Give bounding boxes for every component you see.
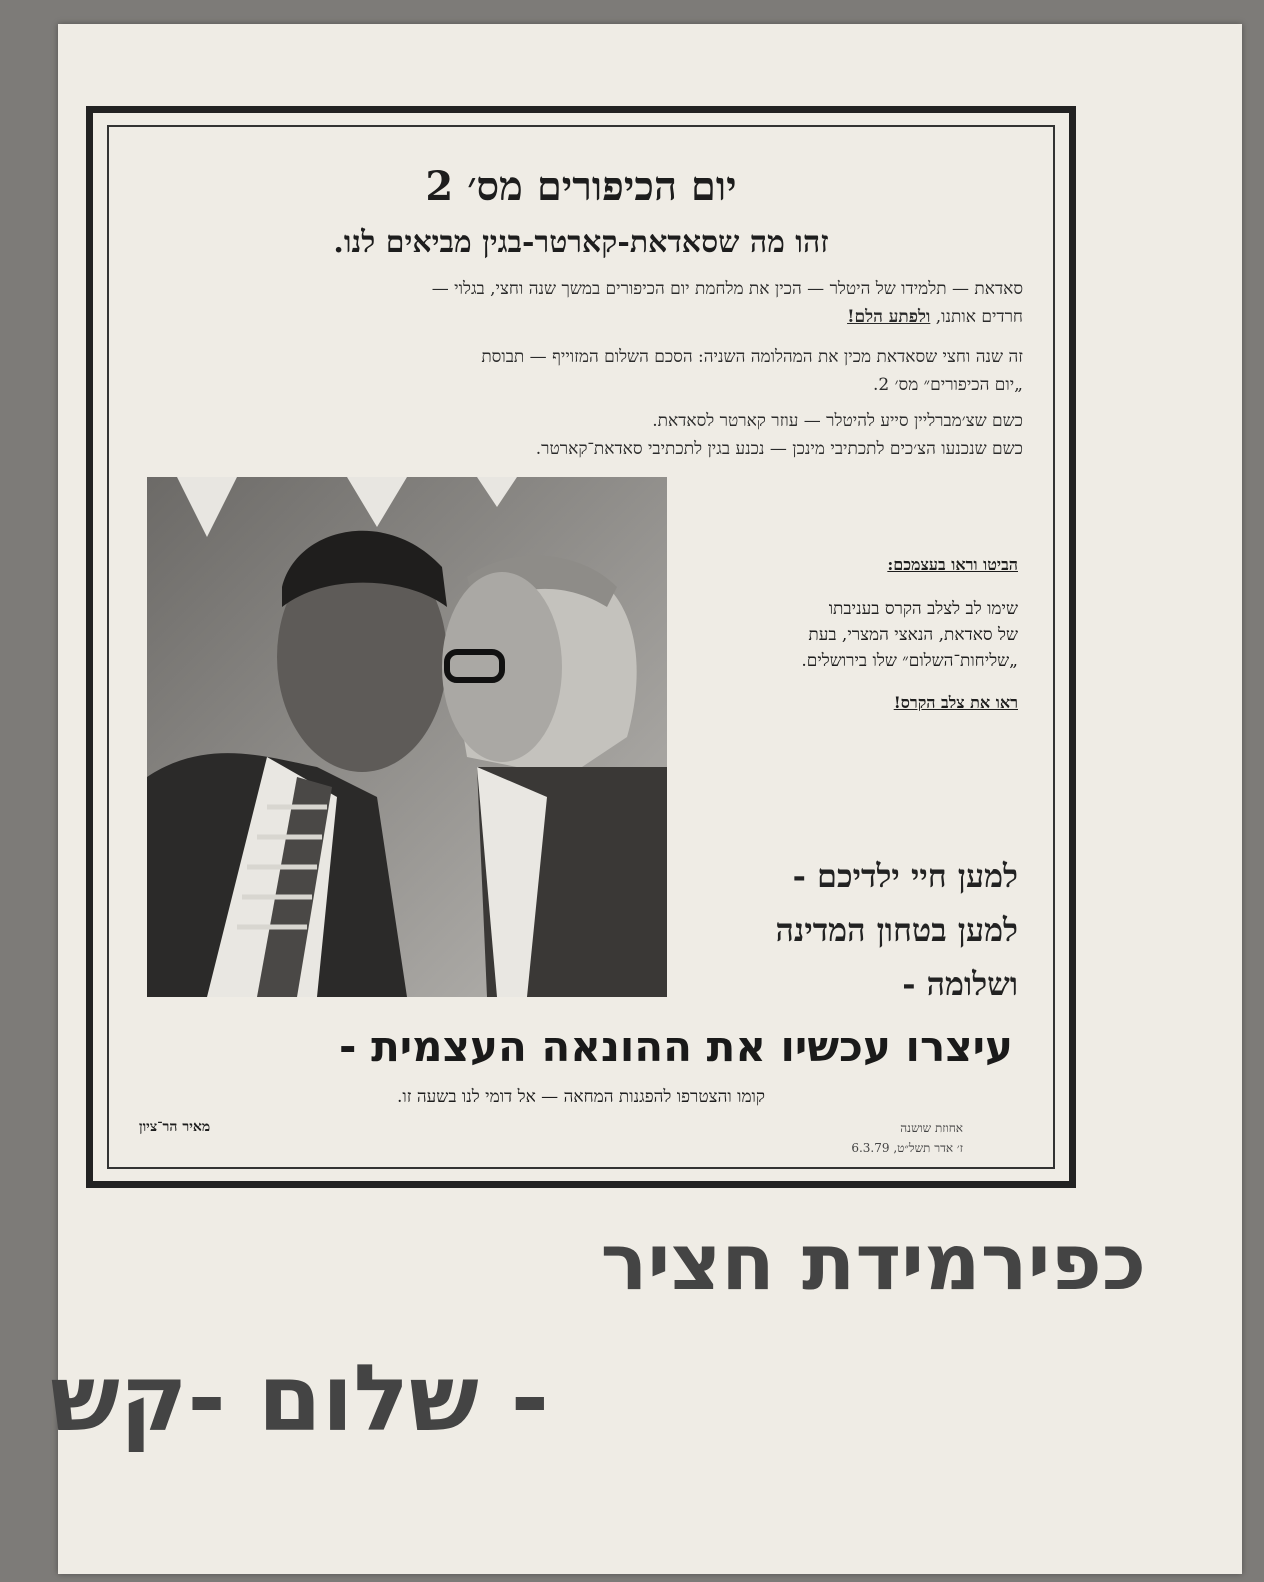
- paragraph-2-line-1: זה שנה וחצי שסאדאת מכין את המהלומה השניה: הסכם השלום המזוייף — תבוסת: [481, 347, 1023, 367]
- paragraph-2-line-2: „יום הכיפורים״ מס׳ 2.: [872, 375, 1023, 395]
- slogan-line-3: ושלומה -: [902, 965, 1018, 1003]
- paragraph-1-line-1: סאדאת — תלמידו של היטלר — הכין את מלחמת יום הכיפורים במשך שנה וחצי, בגלוי —: [431, 279, 1023, 299]
- sidebar-line-3: „שליחות־השלום״ שלו בירושלים.: [801, 651, 1018, 671]
- flyer-subtitle: זהו מה שסאדאת-קארטר-בגין מביאים לנו.: [333, 225, 829, 260]
- paragraph-1-line-2: [847, 307, 1023, 327]
- paragraph-4: כשם שנכנעו הצ׳כים לתכתיבי מינכן — נכנע בגין לתכתיבי סאדאת־קארטר.: [535, 439, 1023, 459]
- call-to-action-subtitle: קומו והצטרפו להפגנות המחאה — אל דומי לנו בשעה זו.: [397, 1087, 765, 1107]
- sidebar-footer: ראו את צלב הקרס!: [893, 693, 1018, 712]
- call-to-action: עיצרו עכשיו את ההונאה העצמית -: [339, 1022, 1013, 1071]
- flyer-frame: [86, 106, 1076, 1188]
- sidebar-line-2: של סאדאת, הנאצי המצרי, בעת: [808, 625, 1018, 645]
- sidebar-line-1: שימו לב לצלב הקרס בעניבתו: [828, 599, 1018, 619]
- news-photo: [147, 477, 667, 997]
- paragraph-3: כשם שצ׳מברליין סייע להיטלר — עוזר קארטר לסאדאת.: [652, 411, 1023, 431]
- photo-illustration: [147, 477, 667, 997]
- bottom-headline-1: כפירמידת חציר: [600, 1218, 1146, 1308]
- flyer-title: יום הכיפורים מס׳ 2: [425, 163, 737, 210]
- slogan-line-2: למען בטחון המדינה: [775, 911, 1018, 949]
- signature-date: ז׳ אדר תשל״ט, 6.3.79: [851, 1141, 963, 1155]
- signature-organization: אחוזת שושנה: [900, 1121, 963, 1135]
- sidebar-heading: הביטו וראו בעצמכם:: [887, 555, 1018, 574]
- paragraph-1-text: חרדים אותנו,: [930, 307, 1023, 327]
- flyer-inner-border: [107, 125, 1055, 1169]
- signature-name: מאיר הר־ציון: [139, 1119, 211, 1135]
- bottom-headline-2: - שלום -קש: [50, 1345, 549, 1452]
- slogan-line-1: למען חיי ילדיכם -: [792, 857, 1018, 895]
- paragraph-1-emphasis: ולפתע הלם!: [847, 307, 931, 327]
